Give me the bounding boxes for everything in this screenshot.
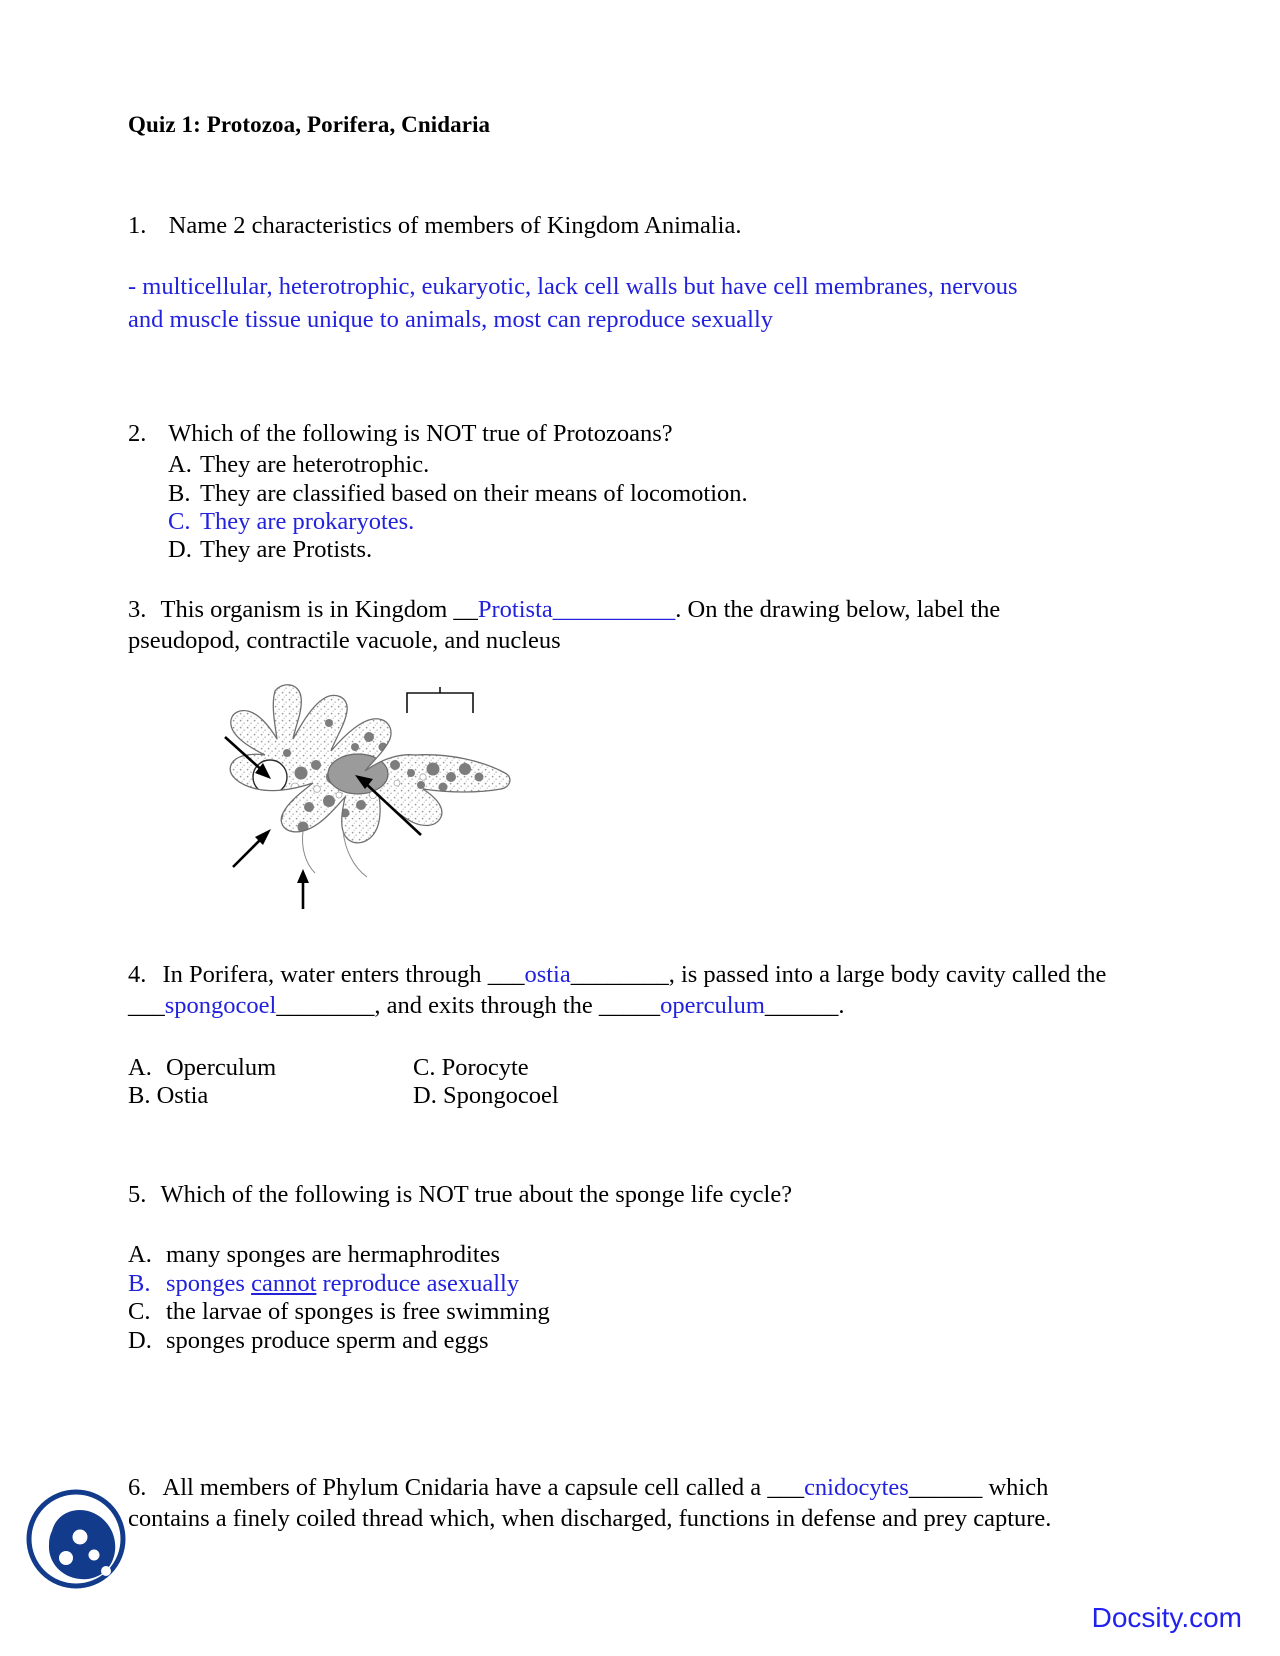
question-4-seg4: . xyxy=(838,992,845,1020)
docsity-logo xyxy=(22,1485,130,1593)
question-3 xyxy=(128,594,1108,657)
document-content xyxy=(128,112,1138,1356)
option-5-a[interactable] xyxy=(128,1241,1138,1270)
question-4-options-row-1 xyxy=(128,1054,1138,1083)
option-5-b-pre: sponges xyxy=(166,1269,252,1297)
option-5-c[interactable] xyxy=(128,1298,1138,1327)
option-4-a-letter: A. xyxy=(128,1053,152,1081)
question-3-blank-suffix: __________ xyxy=(552,596,676,624)
footer-brand: Docsity.com xyxy=(1091,1602,1242,1633)
amoeba-diagram-svg xyxy=(183,677,513,937)
option-5-b-emphasis: cannot xyxy=(251,1269,317,1297)
option-2-b-label: They are classified based on their means of locomotion. xyxy=(200,479,748,507)
label-bracket xyxy=(407,687,473,713)
option-2-c[interactable] xyxy=(128,508,1138,536)
option-5-d-letter: D. xyxy=(128,1327,152,1355)
option-4-a[interactable] xyxy=(128,1054,413,1083)
question-4-number: 4. xyxy=(128,960,147,988)
option-4-c-letter: C. xyxy=(413,1053,436,1081)
option-2-d[interactable] xyxy=(128,536,1138,564)
question-3-lead: This organism is in Kingdom xyxy=(160,596,454,624)
option-5-c-letter: C. xyxy=(128,1298,151,1326)
question-6 xyxy=(128,1472,1128,1535)
question-2-text: Which of the following is NOT true of Protozoans? xyxy=(168,420,673,448)
question-5-text: Which of the following is NOT true about the sponge life cycle? xyxy=(160,1181,793,1209)
question-4-blank2-prefix: ___ xyxy=(128,992,165,1020)
question-4-options-row-2 xyxy=(128,1082,1138,1111)
question-4-seg1: In Porifera, water enters through xyxy=(162,960,488,988)
option-4-c-label: Porocyte xyxy=(441,1053,529,1081)
option-5-a-label: many sponges are hermaphrodites xyxy=(166,1240,501,1268)
option-2-a-letter: A. xyxy=(168,451,192,479)
question-4-options xyxy=(128,1054,1138,1112)
option-2-d-label: They are Protists. xyxy=(200,535,373,563)
question-1-answer: - multicellular, heterotrophic, eukaryotic, lack cell walls but have cell membranes, nervous and muscle tissue unique to animals, most can reproduce sexually xyxy=(128,273,1018,333)
option-4-d[interactable] xyxy=(413,1082,813,1111)
question-6-number: 6. xyxy=(128,1474,147,1501)
docsity-logo-icon xyxy=(22,1485,130,1593)
question-1-text: Name 2 characteristics of members of Kingdom Animalia. xyxy=(168,212,742,239)
option-2-c-letter: C. xyxy=(168,507,191,535)
option-4-d-label: Spongocoel xyxy=(442,1082,559,1110)
question-3-line2: pseudopod, contractile vacuole, and nucleus xyxy=(128,627,561,655)
question-5 xyxy=(128,1179,1138,1210)
option-2-b[interactable] xyxy=(128,480,1138,508)
question-6-line2: contains a finely coiled thread which, when discharged, functions in defense and prey capture. xyxy=(128,1505,1052,1533)
question-5-options xyxy=(128,1241,1138,1357)
option-2-a-label: They are heterotrophic. xyxy=(200,451,430,479)
question-2-number: 2. xyxy=(128,420,147,448)
option-4-b-letter: B. xyxy=(128,1082,151,1110)
question-4-blank1-suffix: ________ xyxy=(570,960,669,988)
question-4-blank3-prefix: _____ xyxy=(598,992,661,1020)
option-4-b-label: Ostia xyxy=(156,1082,209,1110)
question-4-answer-3[interactable]: operculum xyxy=(660,992,765,1020)
question-1 xyxy=(128,210,1138,241)
question-4-line2 xyxy=(128,990,1128,1021)
question-6-answer[interactable]: cnidocytes xyxy=(804,1474,909,1501)
question-3-tail: . On the drawing below, label the xyxy=(675,596,1001,624)
question-4-answer-2[interactable]: spongocoel xyxy=(164,992,277,1020)
option-4-a-label: Operculum xyxy=(165,1053,277,1081)
option-2-b-letter: B. xyxy=(168,479,191,507)
question-4-blank3-suffix: ______ xyxy=(764,992,839,1020)
question-2-options xyxy=(128,451,1138,564)
arrow-pseudopod-bottom xyxy=(297,869,309,909)
question-4-answer-1[interactable]: ostia xyxy=(524,960,571,988)
question-4-blank2-suffix: ________ xyxy=(276,992,375,1020)
option-4-c[interactable] xyxy=(413,1054,813,1083)
option-2-d-letter: D. xyxy=(168,535,192,563)
amoeba-figure xyxy=(183,677,513,937)
question-6-blank-suffix: ______ xyxy=(908,1474,983,1501)
option-5-d[interactable] xyxy=(128,1327,1138,1356)
question-5-number: 5. xyxy=(128,1181,147,1209)
option-5-b-post: reproduce asexually xyxy=(316,1269,520,1297)
question-3-answer[interactable]: Protista xyxy=(477,596,553,624)
question-4-seg3: , and exits through the xyxy=(374,992,599,1020)
question-1-number: 1. xyxy=(128,212,147,239)
option-2-a[interactable] xyxy=(128,451,1138,479)
question-6-seg2: which xyxy=(982,1474,1049,1501)
question-4-blank1-prefix: ___ xyxy=(487,960,525,988)
option-5-d-label: sponges produce sperm and eggs xyxy=(166,1327,489,1355)
option-5-b[interactable] xyxy=(128,1270,1138,1299)
option-4-b[interactable] xyxy=(128,1082,413,1111)
option-5-a-letter: A. xyxy=(128,1240,152,1268)
option-5-b-letter: B. xyxy=(128,1269,151,1297)
arrow-pseudopod-left xyxy=(233,829,271,867)
question-3-number: 3. xyxy=(128,596,147,624)
question-3-blank-prefix: __ xyxy=(453,596,478,624)
question-6-blank-prefix: ___ xyxy=(767,1474,805,1501)
option-5-c-label: the larvae of sponges is free swimming xyxy=(166,1298,550,1326)
question-4 xyxy=(128,959,1128,1022)
question-6-seg1: All members of Phylum Cnidaria have a capsule cell called a xyxy=(162,1474,768,1501)
option-2-c-label: They are prokaryotes. xyxy=(200,507,415,535)
option-4-d-letter: D. xyxy=(413,1082,437,1110)
page-title: Quiz 1: Protozoa, Porifera, Cnidaria xyxy=(128,112,491,137)
question-2 xyxy=(128,418,1138,449)
question-4-seg2: , is passed into a large body cavity called the xyxy=(668,960,1107,988)
